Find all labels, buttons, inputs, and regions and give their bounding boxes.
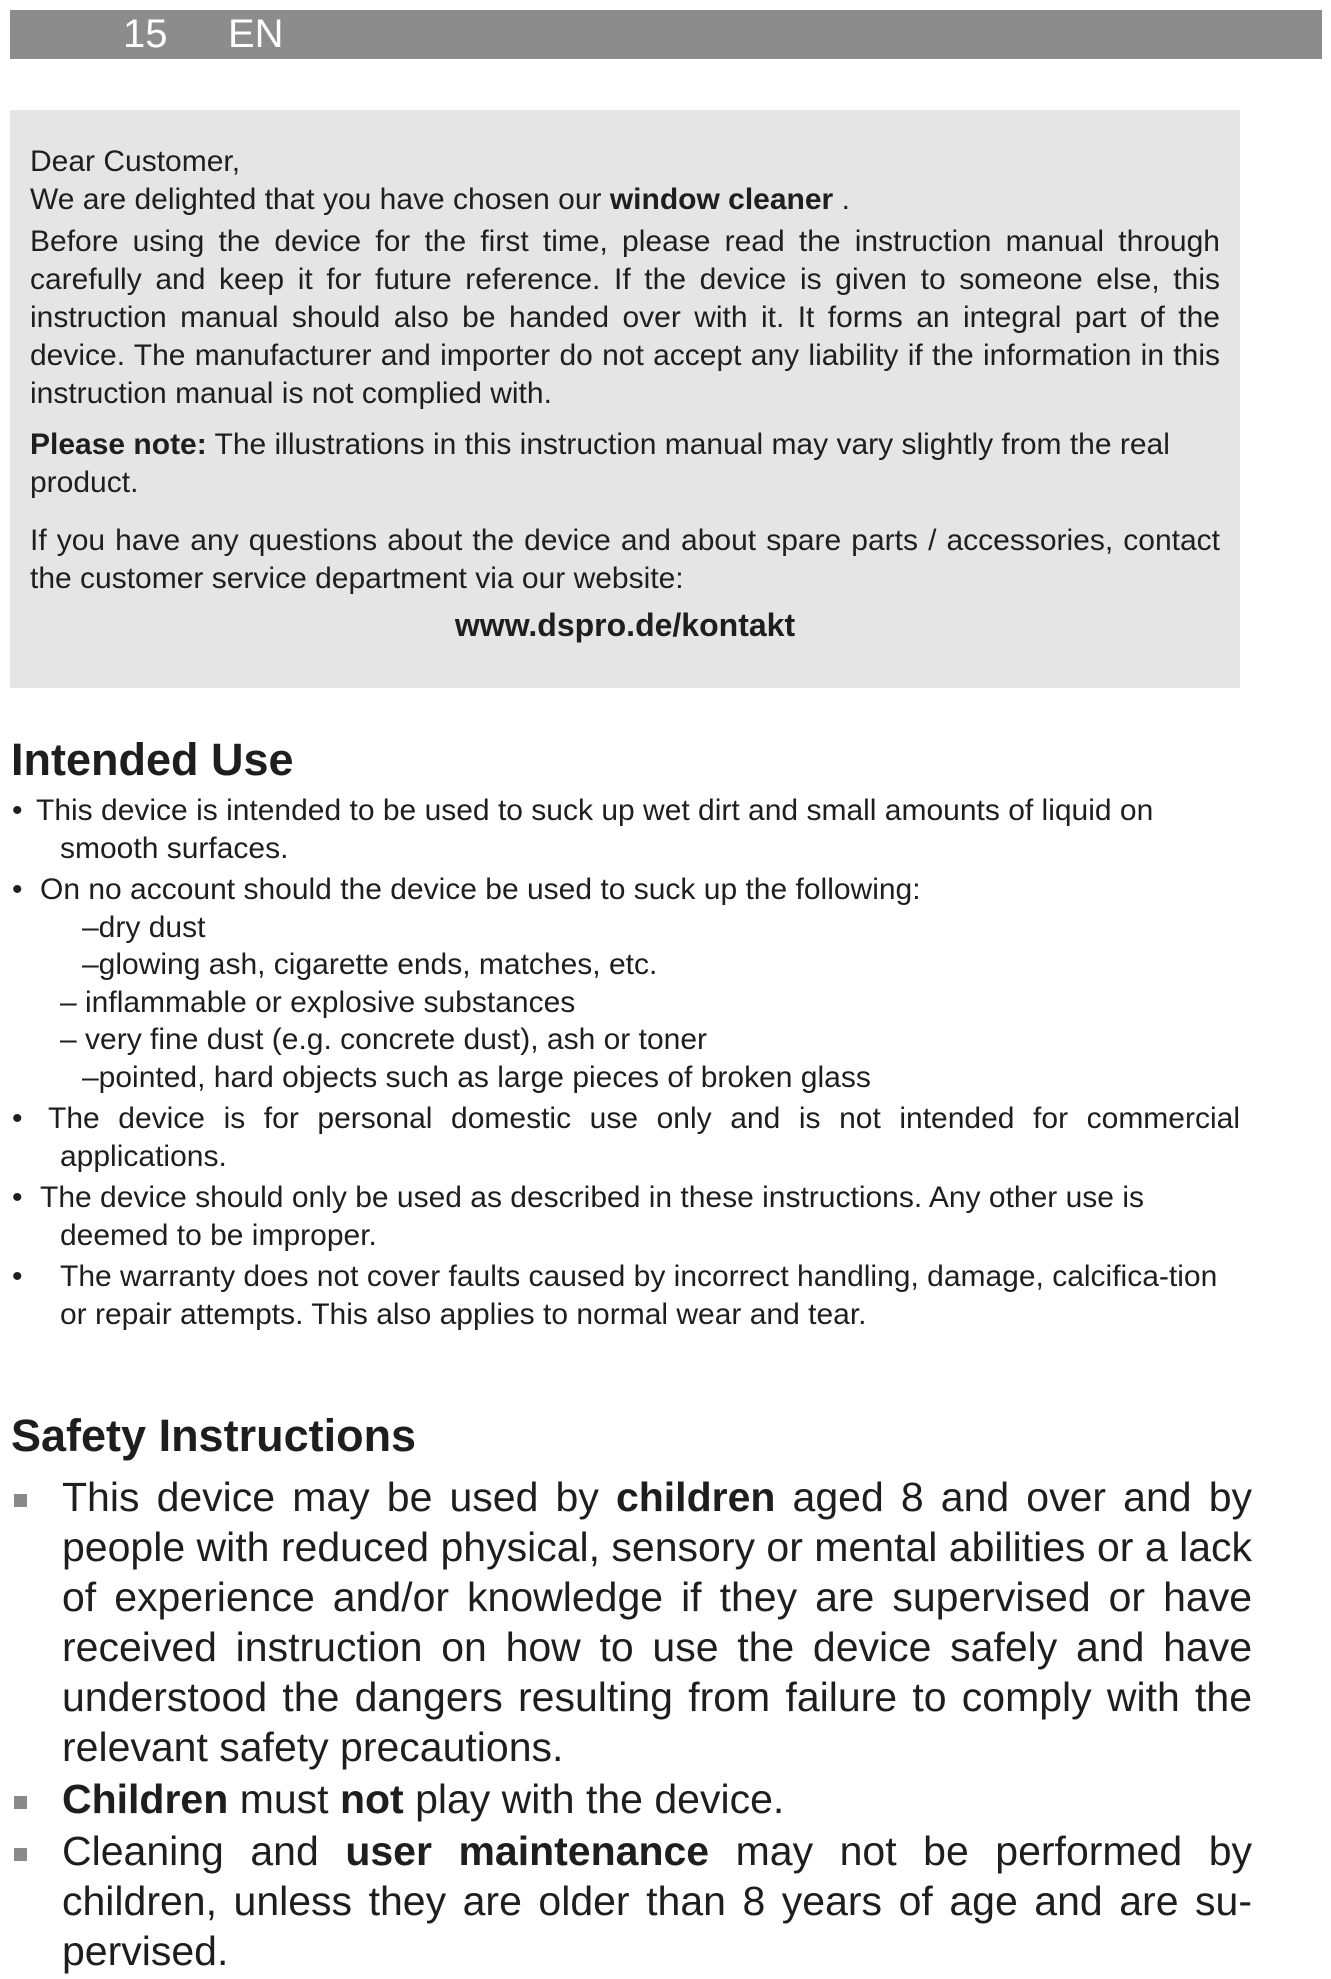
safety-2-rest: play with the device. [403, 1776, 785, 1822]
intro-box [10, 110, 1240, 688]
language-code: EN [228, 12, 284, 56]
questions-paragraph: If you have any questions about the device and about spare parts / accessories, contact the customer service department via our website: [30, 524, 1220, 595]
sub-item: –pointed, hard objects such as large pieces of broken glass [82, 1060, 871, 1094]
safety-2-mid: must [228, 1776, 340, 1822]
bullet-icon: • [12, 1181, 23, 1214]
safety-instructions-heading: Safety Instructions [11, 1410, 417, 1461]
safety-3-rest: may not be performed by children, unless they are older than 8 years of age and are su-pervised. [62, 1828, 1252, 1974]
safety-list [0, 1472, 1252, 1978]
product-name: window cleaner [609, 183, 834, 216]
greeting: Dear Customer, [30, 145, 241, 178]
sub-item: –glowing ash, cigarette ends, matches, etc. [82, 948, 658, 981]
intended-item-3: The device is for personal domestic use only and is not intended for commercial applications. [48, 1102, 1240, 1173]
bullet-icon: • [12, 873, 23, 906]
please-note-paragraph [30, 426, 1220, 502]
page-number: 15 [123, 12, 168, 56]
intended-item-2: On no account should the device be used to suck up the following: [40, 873, 921, 906]
intended-use-heading: Intended Use [11, 734, 294, 785]
list-item [0, 1472, 1252, 1772]
safety-2-bold-not: not [339, 1776, 404, 1822]
list-item [0, 1774, 1252, 1824]
delighted-end: . [833, 183, 850, 216]
delighted-line [30, 181, 1220, 219]
note-label: Please note: [30, 428, 207, 461]
sub-item: –dry dust [82, 910, 206, 944]
intended-item-5: The warranty does not cover faults caused by incorrect handling, damage, calcifica-tion or repair attempts. This also applies to normal wear and tear. [60, 1260, 1218, 1331]
safety-3-text: Cleaning and [62, 1828, 346, 1874]
list-item [0, 1100, 1240, 1175]
list-item [0, 1826, 1252, 1976]
bullet-icon: • [12, 794, 23, 827]
sub-item: – inflammable or explosive substances [60, 985, 576, 1019]
note-text: The illustrations in this instruction manual may vary slightly from the real product. [30, 428, 1170, 499]
square-bullet-icon [14, 1796, 27, 1809]
safety-1-text: This device may be used by [62, 1474, 616, 1520]
intended-item-1: This device is intended to be used to suck up wet dirt and small amounts of liquid on smooth surfaces. [36, 794, 1154, 865]
list-item [0, 871, 1240, 909]
safety-1-rest: aged 8 and over and by people with reduced physical, sensory or mental abilities or a lack of experience and/or knowledge if they are supervised or have received instruction on how to use the device safely and have understood the dangers resulting from failure to comply with the relevant safety precautions. [62, 1474, 1252, 1770]
page-header-bar [10, 10, 1322, 59]
safety-2-bold-children: Children [62, 1776, 229, 1822]
list-item [0, 1258, 1240, 1333]
bullet-icon: • [12, 1102, 23, 1135]
website-link[interactable]: www.dspro.de/kontakt [454, 607, 796, 643]
list-item [0, 1179, 1240, 1254]
square-bullet-icon [14, 1494, 27, 1507]
list-item [0, 792, 1240, 867]
sub-item: – very fine dust (e.g. concrete dust), ash or toner [60, 1023, 707, 1056]
intended-item-4: The device should only be used as described in these instructions. Any other use is deemed to be improper. [40, 1181, 1144, 1252]
bullet-icon: • [12, 1260, 23, 1293]
safety-1-bold: children [615, 1474, 776, 1520]
square-bullet-icon [14, 1848, 27, 1861]
safety-3-bold: user maintenance [345, 1828, 710, 1874]
intended-use-list [0, 792, 1240, 1333]
before-using-paragraph: Before using the device for the first time, please read the instruction manual through carefully and keep it for future reference. If the device is given to someone else, this instruction manual should also be handed over with it. It forms an integral part of the device. The manufacturer and importer do not accept any liability if the information in this instruction manual is not complied with. [30, 225, 1220, 410]
delighted-text: We are delighted that you have chosen our [30, 183, 610, 216]
sub-list [0, 909, 1240, 1097]
